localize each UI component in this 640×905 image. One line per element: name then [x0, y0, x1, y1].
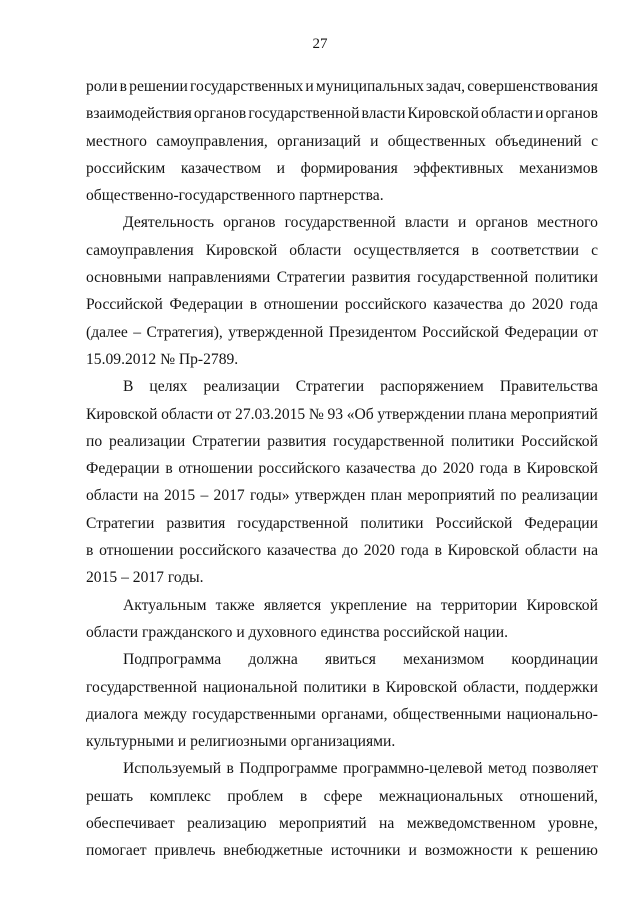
word: задач,	[426, 78, 466, 95]
word: решать	[86, 787, 134, 805]
word: российского	[179, 542, 262, 560]
word: программно-целевой	[343, 760, 483, 778]
word: Российской	[422, 323, 499, 341]
word: метод	[488, 760, 527, 778]
text-line	[86, 783, 598, 810]
paragraph-3	[86, 373, 598, 591]
word: Федерации	[504, 323, 579, 341]
word: политики	[451, 432, 515, 450]
word: Кировской	[407, 105, 479, 123]
word: общественных	[387, 132, 486, 150]
word: реализацию	[187, 815, 267, 833]
text-line	[86, 155, 598, 182]
word: (далее	[86, 323, 128, 341]
word: уровне,	[548, 815, 598, 833]
word: реализации	[109, 432, 186, 450]
word: с	[591, 132, 598, 150]
word: Кировской	[205, 241, 278, 259]
word: утвержден	[294, 487, 366, 505]
word: власти	[404, 214, 449, 232]
word: формирования	[300, 159, 398, 177]
word: Стратегии	[192, 432, 261, 450]
word: власти	[361, 105, 406, 123]
word: Кировской	[526, 596, 598, 614]
word: отношений,	[519, 787, 598, 805]
word: организаций	[277, 132, 361, 150]
word: в	[165, 460, 173, 478]
word: государственной	[284, 214, 396, 232]
word: и	[408, 842, 417, 860]
text-line: общественно-государственного партнерства.	[86, 187, 384, 205]
word: роли	[86, 78, 118, 95]
word: государственных	[190, 78, 304, 95]
text-line	[86, 401, 598, 428]
word: мероприятий	[510, 405, 598, 423]
text-line	[86, 837, 598, 864]
word: осуществляется	[353, 241, 460, 259]
word: года	[479, 460, 508, 478]
word: привлечь	[154, 842, 216, 860]
word: Президентом	[328, 323, 417, 341]
word: казачества	[266, 542, 337, 560]
word: области,	[463, 678, 520, 696]
word: государственной	[86, 678, 198, 696]
word: государственной	[333, 432, 445, 450]
page-number: 27	[312, 36, 328, 52]
word: в	[249, 296, 258, 314]
word: источники	[330, 842, 401, 860]
word: Используемый	[123, 760, 222, 778]
word: поддержки	[524, 678, 598, 696]
word: общественными	[392, 705, 502, 723]
text-line	[86, 510, 598, 537]
word: решению	[535, 842, 598, 860]
word: межнациональных	[378, 787, 504, 805]
word: развития	[267, 432, 327, 450]
word: области	[86, 487, 139, 505]
word: Подпрограмме	[239, 760, 338, 778]
word: Федерации	[524, 514, 598, 532]
word: на	[416, 596, 432, 614]
word: возможности	[424, 842, 513, 860]
word: и	[535, 105, 544, 123]
word: помогает	[86, 842, 147, 860]
text-line	[86, 455, 598, 482]
word: годы»	[250, 487, 290, 505]
word: мероприятий	[407, 487, 495, 505]
word: российского	[258, 460, 341, 478]
word: утверждении	[377, 405, 465, 423]
word: 27.03.2015	[235, 405, 306, 423]
word: 2015	[163, 487, 196, 505]
word: укрепление	[330, 596, 408, 614]
word: от	[583, 323, 598, 341]
word: «Об	[346, 405, 374, 423]
word: Стратегии	[295, 378, 365, 396]
word: Кировской	[447, 542, 520, 560]
word: национальной	[203, 678, 298, 696]
word: и	[458, 214, 467, 232]
text-line	[86, 73, 598, 100]
word: Подпрограмма	[123, 651, 222, 669]
word: с	[591, 241, 598, 259]
word: области	[524, 542, 577, 560]
word: распоряжением	[380, 378, 484, 396]
paragraph-4	[86, 592, 598, 647]
word: органов	[223, 214, 276, 232]
word: объединений	[495, 132, 582, 150]
word: года	[569, 296, 598, 314]
word: Правительства	[499, 378, 598, 396]
word: плана	[468, 405, 507, 423]
word: внебюджетные	[223, 842, 323, 860]
word: года	[400, 542, 429, 560]
word: обеспечивает	[86, 815, 175, 833]
word: к	[520, 842, 528, 860]
word: государственной	[248, 105, 360, 123]
word: решении	[129, 78, 188, 95]
text-line	[86, 237, 598, 264]
word: территории	[440, 596, 518, 614]
text-line	[86, 592, 598, 619]
document-body	[86, 73, 598, 865]
text-line	[86, 755, 598, 782]
word: Федерации	[169, 296, 244, 314]
word: на	[379, 815, 395, 833]
text-line	[86, 674, 598, 701]
word: диалога	[86, 705, 139, 723]
word: Российской	[521, 432, 598, 450]
word: до	[342, 542, 359, 560]
word: Стратегии	[86, 514, 155, 532]
word: межведомственном	[406, 815, 536, 833]
text-line: 2015 – 2017 годы.	[86, 569, 204, 587]
text-line	[86, 209, 598, 236]
word: проблем	[227, 787, 284, 805]
word: в	[471, 241, 479, 259]
word: основными	[86, 269, 162, 287]
word: в	[299, 787, 308, 805]
text-line	[86, 291, 598, 318]
text-line	[86, 701, 598, 728]
word: Кировской	[86, 405, 158, 423]
word: в	[226, 760, 234, 778]
word: 2020	[531, 296, 564, 314]
text-line: области гражданского и духовного единства российской нации.	[86, 623, 509, 641]
word: в	[119, 78, 128, 95]
word: направлениями	[168, 269, 271, 287]
word: реализации	[203, 378, 280, 396]
word: муниципальных	[315, 78, 424, 95]
word: целях	[149, 378, 188, 396]
word: политики	[360, 514, 424, 532]
word: государственной	[237, 514, 349, 532]
word: органов	[475, 214, 528, 232]
word: явиться	[325, 651, 376, 669]
word: государственной	[417, 269, 529, 287]
word: соответствии	[490, 241, 579, 259]
text-line: 15.09.2012 № Пр-2789.	[86, 350, 239, 368]
paragraph-6	[86, 755, 598, 864]
word: должна	[248, 651, 298, 669]
word: органами,	[321, 705, 388, 723]
text-line	[86, 537, 598, 564]
word: В	[123, 378, 134, 396]
word: отношении	[99, 542, 174, 560]
word: комплекс	[149, 787, 211, 805]
text-line	[86, 100, 598, 127]
word: Кировской	[385, 678, 458, 696]
word: до	[421, 460, 438, 478]
word: –	[133, 323, 142, 341]
word: механизмов	[519, 159, 598, 177]
word: политики	[303, 678, 367, 696]
word: также	[215, 596, 255, 614]
word: местного	[86, 132, 147, 150]
word: Стратегия),	[146, 323, 223, 341]
word: казачеством	[180, 159, 262, 177]
word: –	[200, 487, 209, 505]
word: план	[370, 487, 403, 505]
text-line	[86, 319, 598, 346]
word: №	[308, 405, 324, 423]
word: совершенствования	[467, 78, 598, 95]
text-line	[86, 128, 598, 155]
word: российского	[344, 296, 427, 314]
word: государственными	[192, 705, 316, 723]
word: на	[582, 542, 598, 560]
word: политики	[534, 269, 598, 287]
text-line	[86, 428, 598, 455]
word: позволяет	[532, 760, 598, 778]
word: в	[372, 678, 380, 696]
word: и	[276, 159, 286, 177]
paragraph-5	[86, 646, 598, 755]
word: самоуправления	[86, 241, 194, 259]
word: реализации	[521, 487, 598, 505]
word: является	[263, 596, 322, 614]
word: Российской	[435, 514, 513, 532]
text-line	[86, 810, 598, 837]
word: области	[480, 105, 534, 123]
word: 2020	[363, 542, 395, 560]
word: отношении	[178, 460, 253, 478]
text-line	[86, 264, 598, 291]
word: органов	[545, 105, 598, 123]
word: до	[509, 296, 526, 314]
word: Деятельность	[123, 214, 214, 232]
word: и	[305, 78, 314, 95]
word: на	[143, 487, 159, 505]
word: мероприятий	[279, 815, 367, 833]
word: по	[86, 432, 103, 450]
text-line	[86, 482, 598, 509]
word: самоуправления,	[156, 132, 268, 150]
word: развития	[166, 514, 226, 532]
word: отношении	[263, 296, 339, 314]
word: органов	[193, 105, 247, 123]
word: в	[434, 542, 442, 560]
word: утвержденной	[228, 323, 324, 341]
word: по	[500, 487, 517, 505]
word: Российской	[86, 296, 163, 314]
word: Стратегии	[276, 269, 346, 287]
word: казачества	[433, 296, 503, 314]
word: между	[143, 705, 187, 723]
text-line: культурными и религиозными организациями.	[86, 733, 396, 751]
word: национально-	[506, 705, 598, 723]
word: 93	[327, 405, 344, 423]
word: казачества	[346, 460, 416, 478]
word: области	[289, 241, 342, 259]
word: 2020	[442, 460, 474, 478]
word: и	[370, 132, 379, 150]
paragraph-2	[86, 209, 598, 373]
word: местного	[537, 214, 598, 232]
word: развития	[351, 269, 411, 287]
text-line	[86, 373, 598, 400]
word: Актуальным	[123, 596, 207, 614]
word: от	[216, 405, 232, 423]
paragraph-1	[86, 73, 598, 209]
word: координации	[511, 651, 598, 669]
word: Федерации	[86, 460, 160, 478]
word: области	[161, 405, 214, 423]
word: сфере	[323, 787, 363, 805]
word: в	[86, 542, 94, 560]
word: Кировской	[526, 460, 598, 478]
text-line	[86, 646, 598, 673]
word: в	[513, 460, 521, 478]
word: российским	[86, 159, 166, 177]
word: 2017	[213, 487, 245, 505]
word: взаимодействия	[86, 105, 192, 123]
word: эффективных	[413, 159, 504, 177]
word: механизмом	[403, 651, 485, 669]
